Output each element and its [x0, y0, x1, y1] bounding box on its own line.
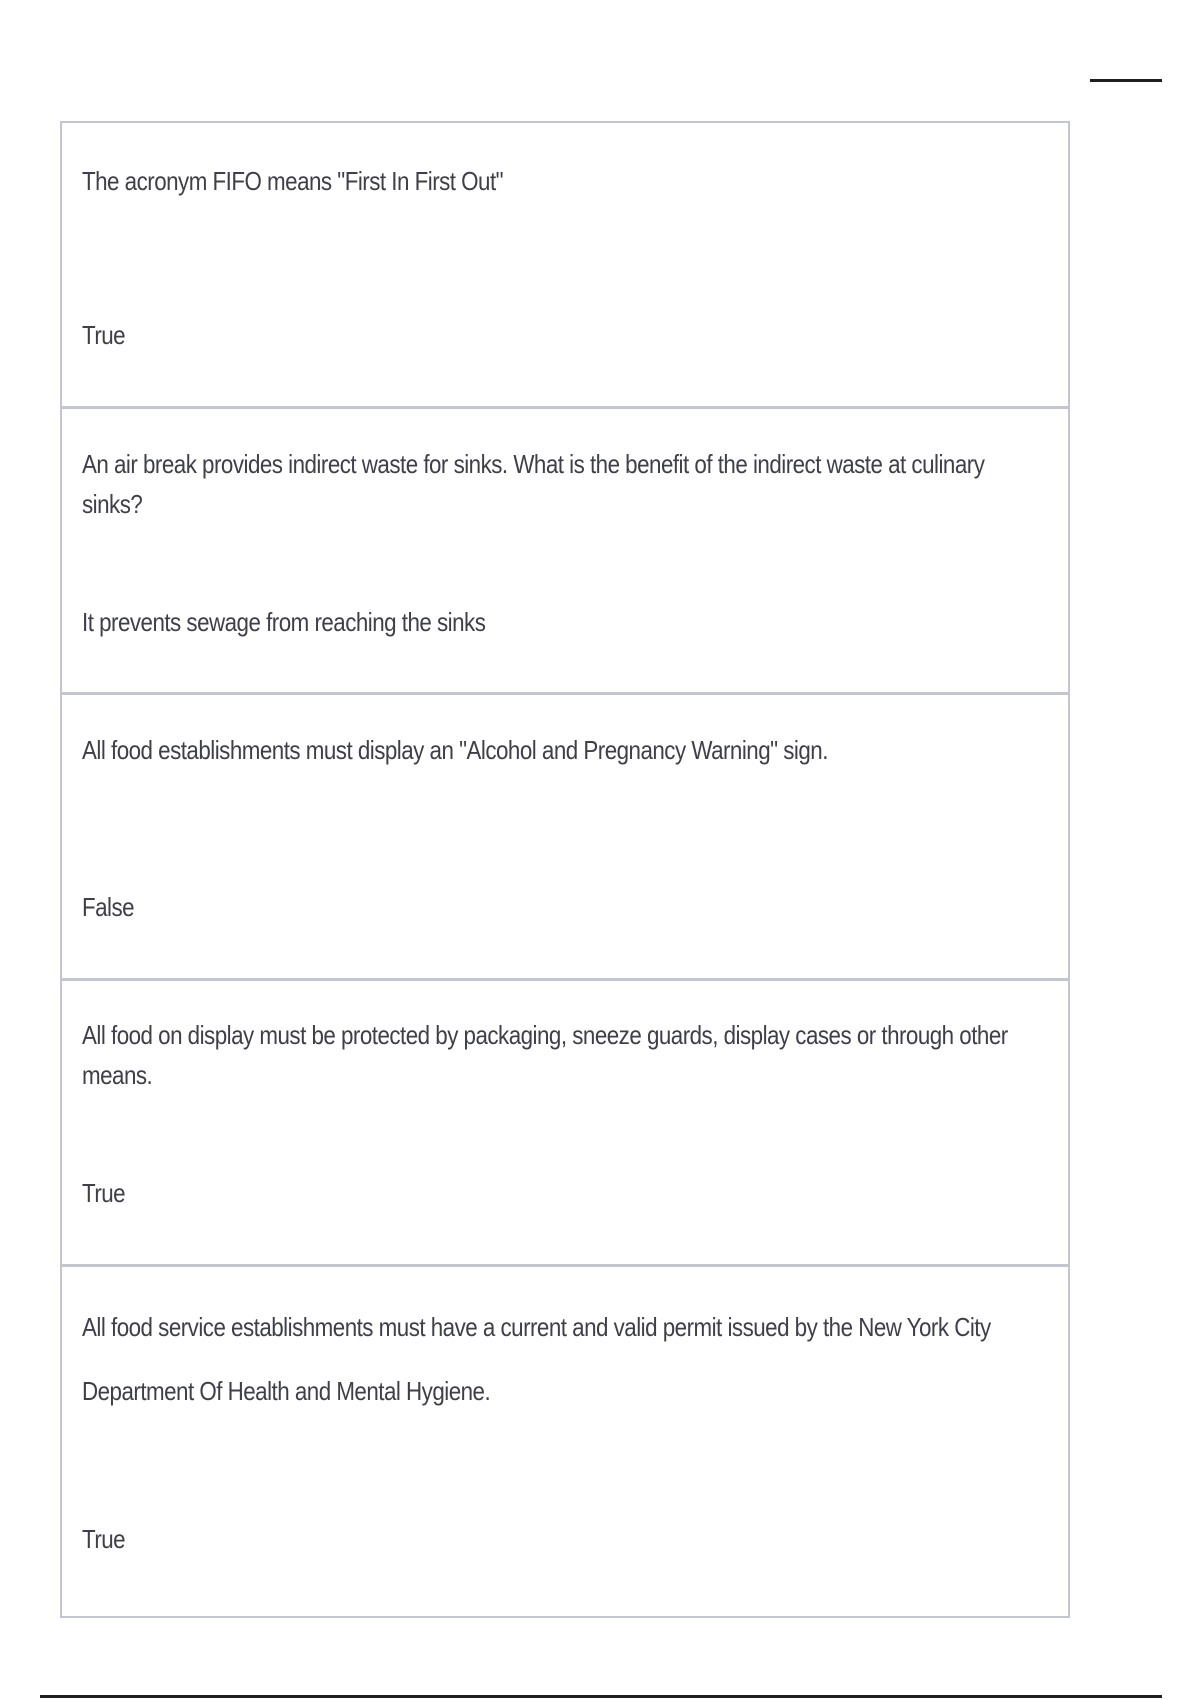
flashcard-term: All food on display must be protected by packaging, sneeze guards, display cases or through other means.	[82, 1020, 1008, 1090]
bottom-divider	[40, 1695, 1162, 1698]
flashcard-list	[60, 121, 1070, 1618]
flashcard-definition: True	[82, 1178, 126, 1208]
flashcard-term: All food establishments must display an "Alcohol and Pregnancy Warning" sign.	[82, 735, 828, 765]
flashcard	[62, 409, 1068, 695]
flashcard	[62, 1267, 1068, 1616]
flashcard-definition: True	[82, 1524, 126, 1554]
flashcard-term: All food service establishments must have a current and valid permit issued by the New York City Department Of Health and Mental Hygiene.	[82, 1312, 991, 1406]
flashcard	[62, 123, 1068, 409]
flashcard	[62, 695, 1068, 981]
flashcard-definition: True	[82, 320, 126, 350]
top-divider	[1090, 79, 1162, 82]
flashcard	[62, 981, 1068, 1267]
flashcard-definition: It prevents sewage from reaching the sinks	[82, 607, 486, 637]
flashcard-term: The acronym FIFO means "First In First Out"	[82, 166, 504, 196]
flashcard-definition: False	[82, 892, 135, 922]
flashcard-term: An air break provides indirect waste for sinks. What is the benefit of the indirect waste at culinary sinks?	[82, 449, 985, 519]
